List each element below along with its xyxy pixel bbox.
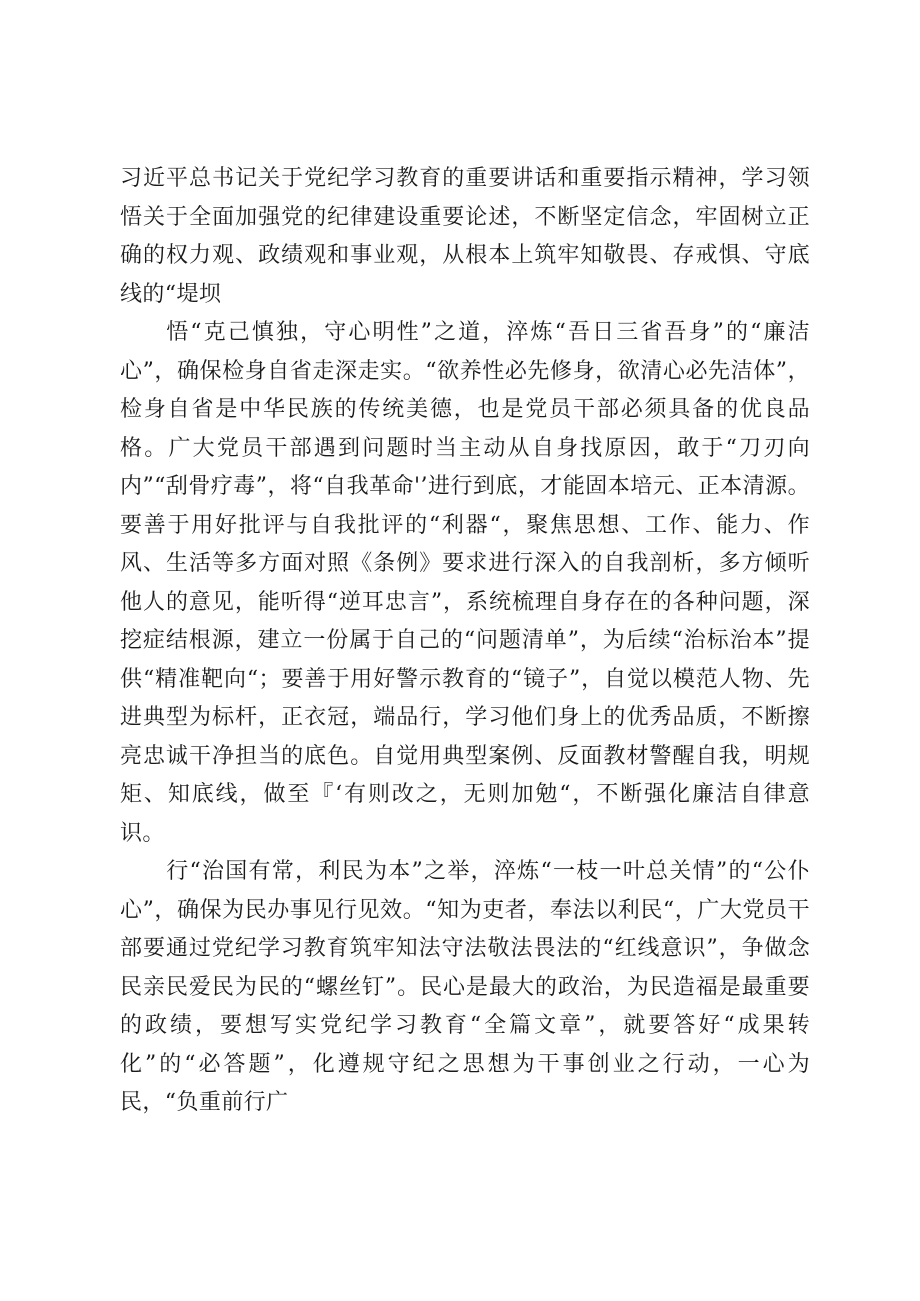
paragraph-3: 行“治国有常，利民为本”之举，淬炼“一枝一叶总关情”的“公仆心”，确保为民办事见行见效。“知为吏者，奉法以利民“，广大党员干部要通过党纪学习教育筑牢知法守法敬法畏法的“红线意识”，争做念民亲民爱民为民的“螺丝钉”。民心是最大的政治，为民造福是最重要的政绩，要想写实党纪学习教育“全篇文章”，就要答好“成果转化”的“必答题”，化遵规守纪之思想为干事创业之行动，一心为民，“负重前行广 [120,859,810,1115]
paragraph-2: 悟“克己慎独，守心明性”之道，淬炼“吾日三省吾身”的“廉洁心”，确保检身自省走深走实。“欲养性必先修身，欲清心必先洁体”，检身自省是中华民族的传统美德，也是党员干部必须具备的优良品格。广大党员干部遇到问题时当主动从自身找原因，敢于“刀刃向内”“刮骨疗毒”，将“自我革命'’进行到底，才能固本培元、正本清源。要善于用好批评与自我批评的“利器“，聚焦思想、工作、能力、作风、生活等多方面对照《条例》要求进行深入的自我剖析，多方倾听他人的意见，能听得“逆耳忠言”，系统梳理自身存在的各种问题，深挖症结根源，建立一份属于自己的“问题清单”，为后续“治标治本”提供“精准靶向“；要善于用好警示教育的“镜子”，自觉以模范人物、先进典型为标杆，正衣冠，端品行，学习他们身上的优秀品质，不断擦亮忠诚干净担当的底色。自觉用典型案例、反面教材警醒自我，明规矩、知底线，做至『‘有则改之，无则加勉“，不断强化廉洁自律意识。 [120,320,810,846]
paragraph-1: 习近平总书记关于党纪学习教育的重要讲话和重要指示精神，学习领悟关于全面加强党的纪律建设重要论述，不断坚定信念，牢固树立正确的权力观、政绩观和事业观，从根本上筑牢知敬畏、存戒惧、守底线的“堤坝 [120,166,810,307]
document-body [120,160,810,1123]
